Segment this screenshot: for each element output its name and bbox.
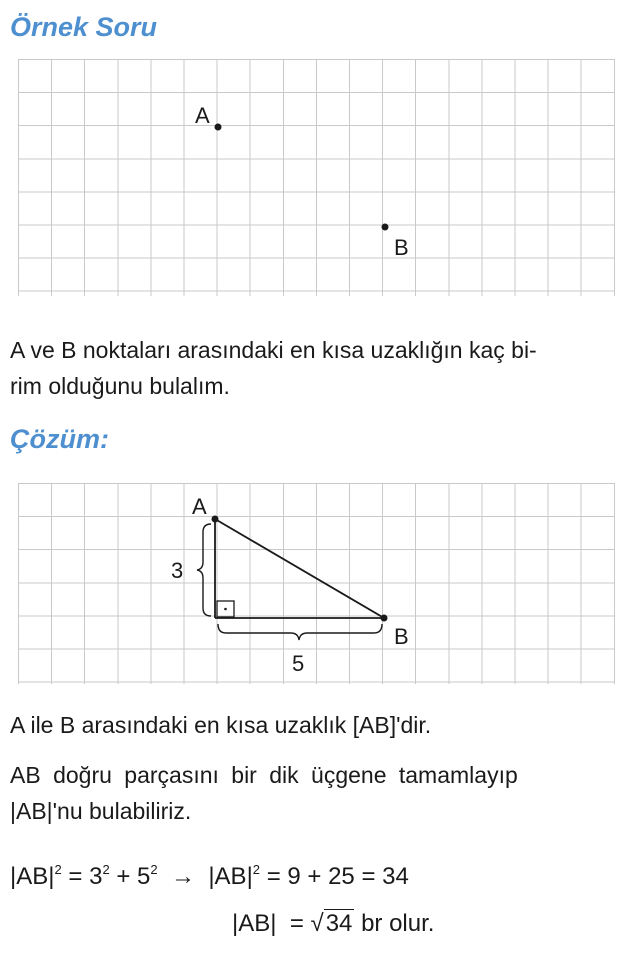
eq2-radicand: 34 [325, 910, 353, 937]
eq1-arrow-icon: → [170, 863, 195, 890]
eq1-plus: + [116, 863, 131, 890]
point-a-label: A [192, 494, 207, 519]
horizontal-leg-length: 5 [292, 651, 305, 676]
question-text [10, 332, 625, 404]
equation-line-2 [232, 910, 434, 938]
question-line-2: rim olduğunu bulalım. [10, 373, 230, 399]
eq2-equals: = [289, 910, 304, 937]
example-figure [19, 60, 615, 296]
eq1-term2-exp: 2 [150, 862, 158, 877]
solution-grid [18, 483, 615, 684]
eq1-term1-exp: 2 [102, 862, 110, 877]
question-line-1: A ve B noktaları arasındaki en kısa uzaklığın kaç bi- [10, 337, 537, 363]
point-b-dot [381, 615, 388, 622]
point-a-dot [212, 516, 219, 523]
point-a-label: A [195, 103, 210, 128]
horizontal-brace [218, 624, 382, 640]
eq1-term1-base: 3 [89, 863, 103, 890]
eq2-left: |AB| [232, 910, 277, 937]
method-text-line-2: |AB|'nu bulabiliriz. [10, 798, 192, 824]
solution-heading: Çözüm: [10, 424, 109, 454]
eq2-suffix: br olur. [361, 910, 435, 937]
point-b-dot [382, 224, 389, 231]
hypotenuse-ab-line [215, 519, 384, 618]
statement-text: A ile B arasındaki en kısa uzaklık [AB]'dir. [10, 712, 432, 738]
eq1-right-base: |AB| [208, 863, 253, 890]
point-a-dot [215, 124, 222, 131]
eq1-right-exp: 2 [252, 862, 261, 877]
square-root-icon: √ [310, 910, 324, 937]
equation-line-1 [10, 862, 409, 891]
vertical-leg-length: 3 [171, 558, 184, 583]
eq1-left-base: |AB| [10, 863, 55, 890]
eq1-result: = 9 + 25 = 34 [266, 863, 409, 890]
example-heading: Örnek Soru [10, 12, 158, 42]
point-b-label: B [394, 624, 409, 649]
method-text-line-1: AB doğru parçasını bir dik üçgene tamamlayıp [10, 762, 518, 788]
example-grid [18, 59, 615, 296]
eq1-left-exp: 2 [54, 862, 62, 877]
right-angle-dot [224, 608, 227, 611]
point-b-label: B [394, 235, 409, 260]
eq1-term2-base: 5 [137, 863, 151, 890]
eq1-equals: = [68, 863, 83, 890]
solution-figure [19, 484, 615, 684]
vertical-brace [197, 524, 211, 616]
